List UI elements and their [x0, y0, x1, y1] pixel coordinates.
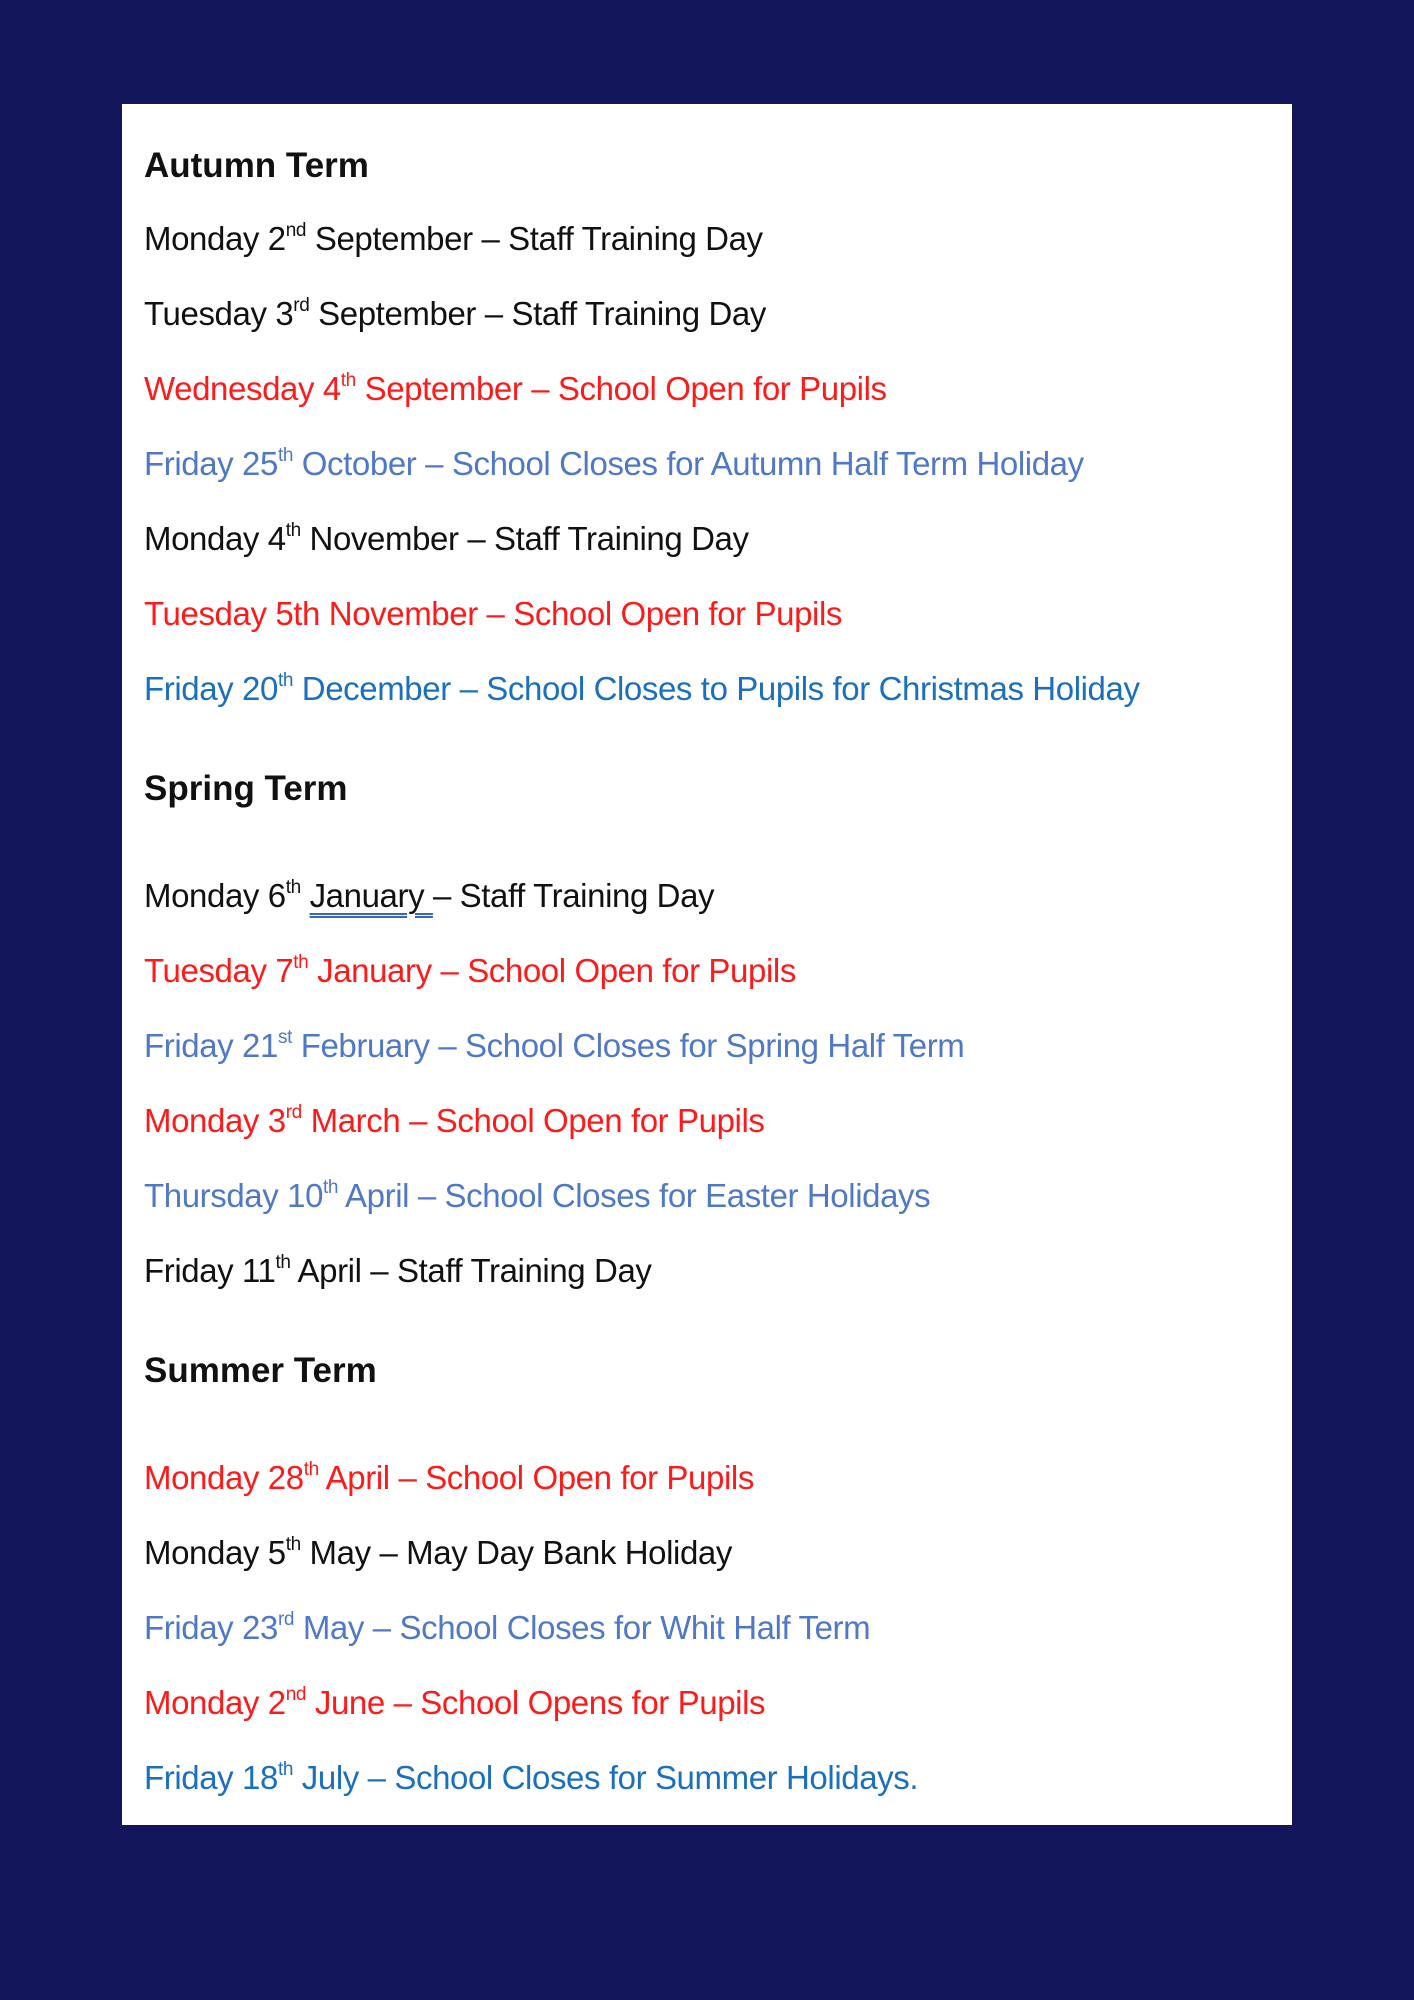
date-entry: Monday 2nd September – Staff Training Day [144, 220, 763, 257]
date-entry: Friday 18th July – School Closes for Summer Holidays. [144, 1759, 919, 1796]
date-entry: Friday 20th December – School Closes to Pupils for Christmas Holiday [144, 670, 1140, 707]
date-entry: Monday 3rd March – School Open for Pupils [144, 1102, 765, 1139]
date-entry: Friday 23rd May – School Closes for Whit Half Term [144, 1609, 871, 1646]
date-entry: Friday 25th October – School Closes for Autumn Half Term Holiday [144, 445, 1084, 482]
date-entry: Tuesday 3rd September – Staff Training Day [144, 295, 766, 332]
term-dates-document [122, 104, 1292, 1825]
date-entry: Monday 6th January – Staff Training Day [144, 877, 715, 914]
date-entry: Monday 28th April – School Open for Pupils [144, 1459, 754, 1496]
date-entry: Tuesday 5th November – School Open for Pupils [144, 595, 842, 632]
spring-term-section [144, 769, 1292, 1291]
date-entry: Wednesday 4th September – School Open for Pupils [144, 370, 887, 407]
autumn-term-section [144, 146, 1292, 709]
date-entry: Tuesday 7th January – School Open for Pupils [144, 952, 796, 989]
date-entry: Monday 2nd June – School Opens for Pupils [144, 1684, 766, 1721]
date-entry: Thursday 10th April – School Closes for Easter Holidays [144, 1177, 931, 1214]
section-heading: Summer Term [144, 1351, 377, 1390]
date-entry: Monday 5th May – May Day Bank Holiday [144, 1534, 732, 1571]
date-entry: Friday 21st February – School Closes for Spring Half Term [144, 1027, 965, 1064]
date-entry: Monday 4th November – Staff Training Day [144, 520, 749, 557]
date-entry: Friday 11th April – Staff Training Day [144, 1252, 652, 1289]
summer-term-section [144, 1351, 1292, 1798]
section-heading: Spring Term [144, 769, 348, 808]
spellcheck-underlined-word: January [309, 877, 433, 914]
section-heading: Autumn Term [144, 146, 369, 185]
